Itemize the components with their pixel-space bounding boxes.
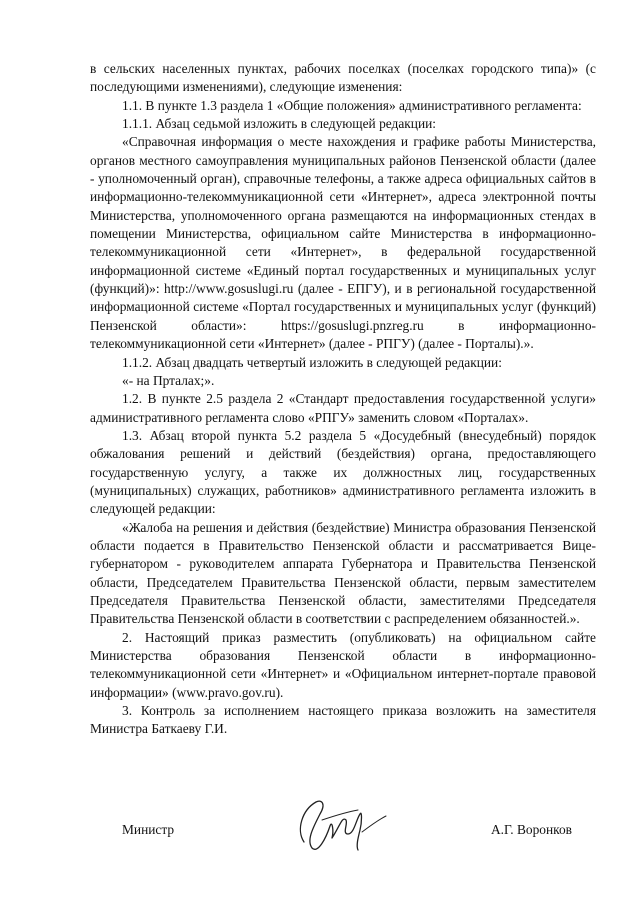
- handwritten-signature: [282, 790, 392, 860]
- paragraph-1-1-1: 1.1.1. Абзац седьмой изложить в следующей редакции:: [122, 116, 437, 132]
- quote-complaint: «Жалоба на решения и действия (бездействие) Министра образования Пензенской области подается в Правительство Пензенской области и рассматривается Вице-губернатором - руководителем аппарата Губернатора и Правительства Пензенской области, Председателем Правительства Пензенской области, первым заместителем Председателя Правительства Пензенской области, заместителями Председателя Правительства Пензенской области в соответствии с распределением обязанностей.».: [90, 519, 596, 627]
- signature-block: [122, 822, 572, 862]
- paragraph-1-1-2: 1.1.2. Абзац двадцать четвертый изложить в следующей редакции:: [122, 354, 502, 370]
- quote-portals: «- на Прталах;».: [122, 372, 215, 388]
- signatory-role: Министр: [122, 822, 175, 837]
- quote-reference-info: «Справочная информация о месте нахождения и графике работы Министерства, органов местного самоуправления муниципальных районов Пензенской области (далее - уполномоченный орган), справочные телефоны, а также адреса официальных сайтов в информационно-телекоммуникационной сети «Интернет», адреса электронной почты Министерства, уполномоченного органа размещаются на информационных стендах в помещении Министерства, официальном сайте Министерства в информационно-телекоммуникационной сети «Интернет», в федеральной государственной информационной системе «Единый портал государственных и муниципальных услуг (функций)»: http://www.gosuslugi.ru (далее - ЕПГУ), и в региональной государственной информационной системе «Портал государственных и муниципальных услуг (функций) Пензенской области»: https://gosuslugi.pnzreg.ru в информационно-телекоммуникационной сети «Интернет» (далее - РПГУ) (далее - Порталы).».: [90, 134, 596, 352]
- paragraph-1-2: 1.2. В пункте 2.5 раздела 2 «Стандарт предоставления государственной услуги» административного регламента слово «РПГУ» заменить словом «Порталах».: [90, 391, 596, 425]
- paragraph-3: 3. Контроль за исполнением настоящего приказа возложить на заместителя Министра Баткаеву Г.И.: [90, 703, 596, 737]
- paragraph-1-3: 1.3. Абзац второй пункта 5.2 раздела 5 «Досудебный (внесудебный) порядок обжалования решений и действий (бездействия) органа, предоставляющего государственную услугу, а также их должностных лиц, государственных (муниципальных) служащих, работников» административного регламента изложить в следующей редакции:: [90, 427, 596, 517]
- paragraph-intro: в сельских населенных пунктах, рабочих поселках (поселках городского типа)» (с последующими изменениями), следующие изменения:: [90, 61, 596, 95]
- paragraph-2: 2. Настоящий приказ разместить (опубликовать) на официальном сайте Министерства образования Пензенской области в информационно-телекоммуникационной сети «Интернет» и «Официальном интернет-портале правовой информации» (www.pravo.gov.ru).: [90, 629, 596, 700]
- document-body: [90, 60, 596, 739]
- signatory-name: А.Г. Воронков: [491, 822, 572, 837]
- paragraph-1-1: 1.1. В пункте 1.3 раздела 1 «Общие положения» административного регламента:: [122, 97, 582, 113]
